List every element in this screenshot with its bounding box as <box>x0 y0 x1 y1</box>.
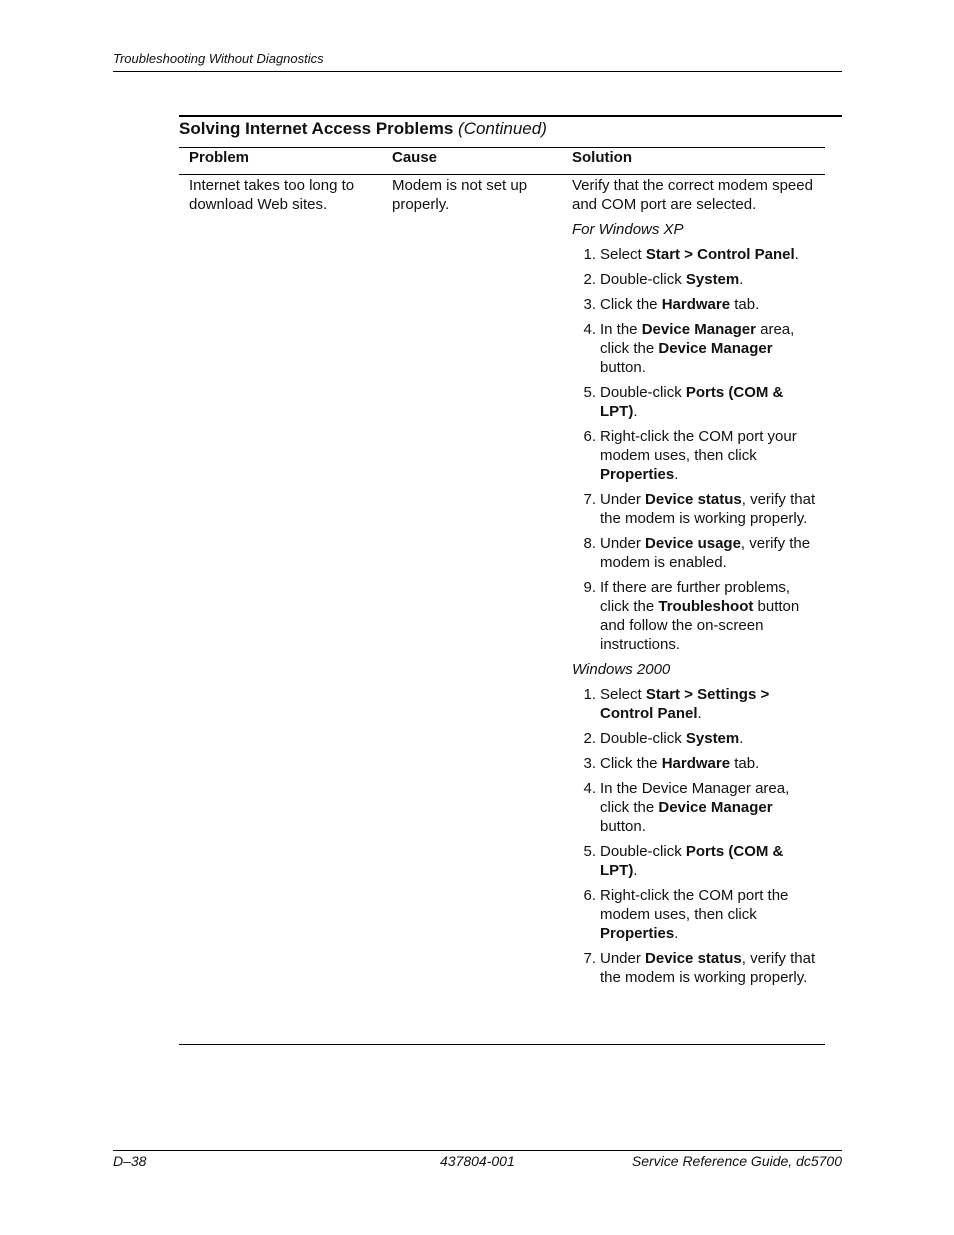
step-emphasis: Ports (COM & LPT) <box>600 384 784 420</box>
step-text: . <box>697 705 702 722</box>
step-item <box>572 427 822 484</box>
step-text: Double-click <box>600 271 686 288</box>
table-title <box>179 119 547 139</box>
footer-guide-title: Service Reference Guide, dc5700 <box>631 1153 842 1169</box>
step-item <box>572 295 822 314</box>
step-text: area, click the <box>600 321 795 357</box>
step-number: 6. <box>583 428 596 445</box>
step-item <box>572 320 822 377</box>
running-head: Troubleshooting Without Diagnostics <box>113 51 324 66</box>
step-text: . <box>794 246 799 263</box>
step-text: Right-click the COM port the modem uses, then click <box>600 887 789 923</box>
step-number: 1. <box>583 686 596 703</box>
step-item <box>572 949 822 987</box>
table-header-rule-bottom <box>179 174 825 175</box>
step-emphasis: Device Manager <box>658 799 773 816</box>
step-text: Select <box>600 246 646 263</box>
step-item <box>572 534 822 572</box>
step-emphasis: Device Manager <box>641 321 756 338</box>
step-item <box>572 383 822 421</box>
step-emphasis: Start > Settings > Control Panel <box>600 686 770 722</box>
step-text: . <box>674 466 679 483</box>
table-title-text: Solving Internet Access Problems <box>179 119 454 138</box>
step-emphasis: Start > Control Panel <box>645 246 795 263</box>
step-number: 6. <box>583 887 596 904</box>
step-number: 5. <box>583 843 596 860</box>
step-text: button and follow the on-screen instructions. <box>600 598 800 653</box>
step-item <box>572 842 822 880</box>
step-number: 1. <box>583 246 596 263</box>
header-rule <box>113 71 842 72</box>
step-item <box>572 685 822 723</box>
step-text: Click the <box>600 296 662 313</box>
step-item <box>572 886 822 943</box>
step-emphasis: System <box>685 271 740 288</box>
step-text: . <box>633 403 638 420</box>
solution-intro: Verify that the correct modem speed and COM port are selected. <box>572 177 813 213</box>
step-text: Under <box>600 491 646 508</box>
w2k-steps-list <box>572 685 822 987</box>
step-number: 3. <box>583 755 596 772</box>
step-item <box>572 270 822 289</box>
step-text: In the <box>600 321 642 338</box>
w2k-heading: Windows 2000 <box>572 661 671 678</box>
step-number: 7. <box>583 491 596 508</box>
step-text: Select <box>600 686 646 703</box>
step-text: Double-click <box>600 843 686 860</box>
problem-cell: Internet takes too long to download Web sites. <box>189 177 355 213</box>
step-text: Under <box>600 535 646 552</box>
cause-cell: Modem is not set up properly. <box>392 177 528 213</box>
step-emphasis: Properties <box>600 925 675 942</box>
step-emphasis: Device status <box>645 491 742 508</box>
step-number: 4. <box>583 780 596 797</box>
step-number: 3. <box>583 296 596 313</box>
footer-rule <box>113 1150 842 1151</box>
step-number: 2. <box>583 271 596 288</box>
step-item <box>572 754 822 773</box>
step-emphasis: Device Manager <box>658 340 773 357</box>
column-header-cause: Cause <box>392 149 438 166</box>
table-title-continued: (Continued) <box>458 119 547 138</box>
step-text: . <box>739 271 744 288</box>
step-number: 7. <box>583 950 596 967</box>
step-number: 4. <box>583 321 596 338</box>
step-item <box>572 729 822 748</box>
step-text: button. <box>600 818 646 835</box>
step-text: button. <box>600 359 646 376</box>
step-number: 2. <box>583 730 596 747</box>
xp-heading: For Windows XP <box>572 221 684 238</box>
step-text: If there are further problems, click the <box>600 579 791 615</box>
step-text: Under <box>600 950 646 967</box>
column-header-solution: Solution <box>572 149 632 166</box>
table-title-rule <box>179 115 842 117</box>
step-text: , verify the modem is enabled. <box>600 535 811 571</box>
step-emphasis: Ports (COM & LPT) <box>600 843 784 879</box>
step-emphasis: System <box>685 730 740 747</box>
step-text: , verify that the modem is working properly. <box>600 950 816 986</box>
footer-doc-number: 437804-001 <box>440 1153 515 1169</box>
step-emphasis: Device status <box>645 950 742 967</box>
step-text: In the Device Manager area, click the <box>600 780 790 816</box>
step-item <box>572 779 822 836</box>
step-text: , verify that the modem is working properly. <box>600 491 816 527</box>
step-item <box>572 490 822 528</box>
step-emphasis: Hardware <box>661 296 731 313</box>
xp-steps-list <box>572 245 822 654</box>
step-number: 9. <box>583 579 596 596</box>
step-text: . <box>674 925 679 942</box>
step-emphasis: Troubleshoot <box>658 598 754 615</box>
step-text: Double-click <box>600 384 686 401</box>
step-number: 5. <box>583 384 596 401</box>
footer-page-number: D–38 <box>113 1153 147 1169</box>
step-text: tab. <box>730 755 760 772</box>
step-text: . <box>739 730 744 747</box>
step-text: Double-click <box>600 730 686 747</box>
step-emphasis: Device usage <box>645 535 741 552</box>
step-text: Right-click the COM port your modem uses, then click <box>600 428 797 464</box>
table-bottom-rule <box>179 1044 825 1045</box>
step-emphasis: Properties <box>600 466 675 483</box>
step-item <box>572 245 822 264</box>
table-header-rule-top <box>179 147 825 148</box>
solution-cell <box>572 176 822 993</box>
column-header-problem: Problem <box>189 149 250 166</box>
step-text: tab. <box>730 296 760 313</box>
step-text: . <box>633 862 638 879</box>
step-emphasis: Hardware <box>661 755 731 772</box>
step-number: 8. <box>583 535 596 552</box>
step-text: Click the <box>600 755 662 772</box>
step-item <box>572 578 822 654</box>
